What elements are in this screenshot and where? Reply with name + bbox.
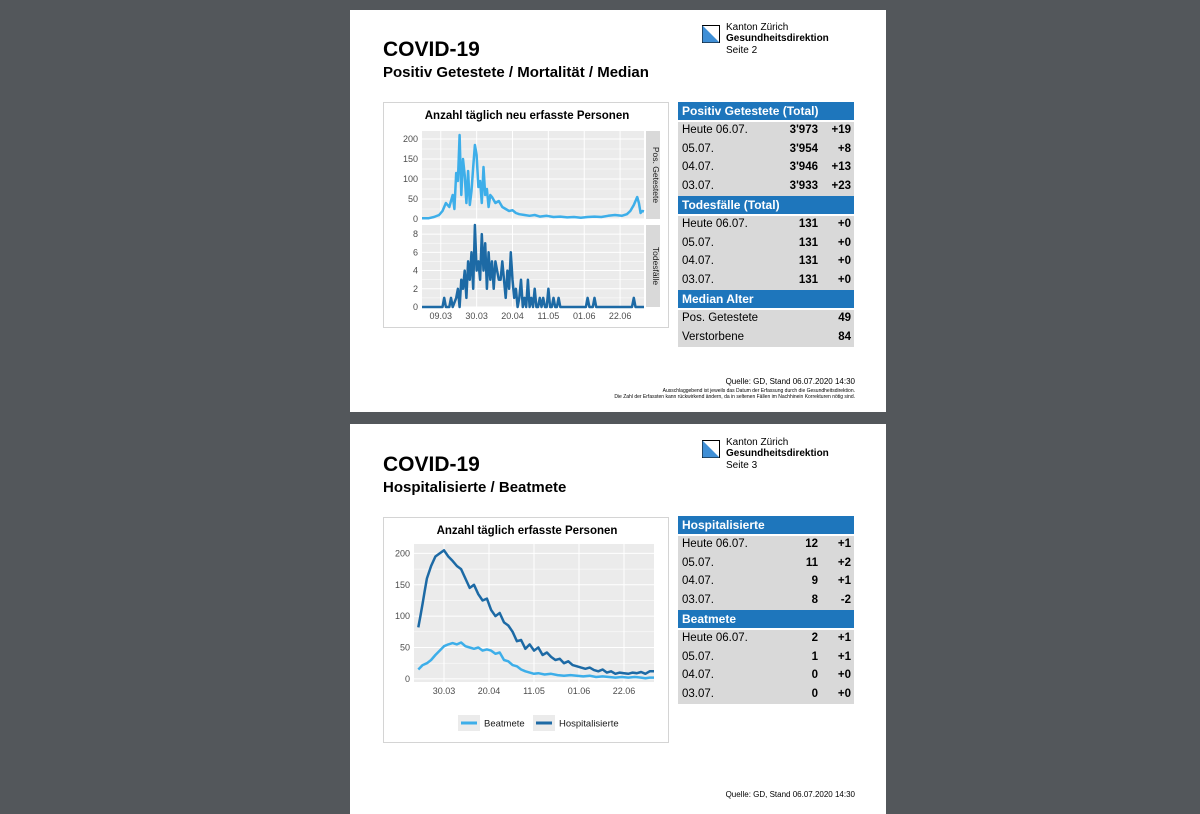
row-label: 05.07. (682, 142, 714, 155)
row-value: 12 (805, 538, 818, 550)
row-value: 3'946 (789, 161, 818, 173)
row-delta: +0 (837, 255, 851, 267)
y-tick-label: 200 (394, 548, 410, 559)
stats-table (678, 102, 854, 347)
footnote (614, 388, 855, 400)
kanton-header (702, 437, 862, 477)
table-row (678, 159, 854, 178)
y-tick-label: 100 (402, 174, 418, 184)
row-label: 04.07. (682, 161, 714, 173)
row-delta: +1 (837, 575, 851, 587)
x-tick-label: 22.06 (608, 311, 632, 321)
y-tick-label: 6 (412, 247, 418, 258)
row-label: Verstorbene (682, 330, 745, 343)
table-row (678, 630, 854, 649)
row-label: 04.07. (682, 575, 714, 587)
row-delta: +0 (837, 218, 851, 230)
table-row (678, 235, 854, 254)
row-value: 8 (811, 593, 818, 606)
department-name: Gesundheitsdirektion (726, 33, 829, 44)
source-note: Quelle: GD, Stand 06.07.2020 14:30 (725, 790, 855, 799)
kanton-name: Kanton Zürich (726, 437, 789, 448)
row-delta: +0 (837, 687, 851, 700)
x-tick-label: 22.06 (612, 686, 636, 696)
table-row (678, 536, 854, 555)
facet-strip-label: Pos. Getestete (651, 146, 661, 204)
table-section-header: Hospitalisierte (678, 516, 854, 534)
chart-title: Anzahl täglich erfasste Personen (436, 525, 618, 537)
table-row (678, 592, 854, 611)
y-tick-label: 50 (407, 194, 418, 204)
row-delta: +23 (831, 179, 851, 192)
row-delta: +1 (837, 632, 851, 644)
row-label: 04.07. (682, 669, 714, 681)
row-value: 9 (811, 575, 818, 587)
table-row (678, 141, 854, 160)
y-tick-label: 0 (404, 673, 410, 684)
row-value: 49 (838, 312, 851, 324)
zurich-coat-of-arms-icon (702, 25, 720, 43)
table-row (678, 272, 854, 291)
row-delta: +13 (831, 161, 851, 173)
row-label: Heute 06.07. (682, 124, 748, 136)
table-row (678, 649, 854, 668)
y-tick-label: 150 (394, 579, 410, 590)
table-row (678, 310, 854, 329)
chart-title: Anzahl täglich neu erfasste Personen (424, 110, 630, 122)
row-delta: +1 (837, 650, 851, 663)
chart-hospital (383, 517, 669, 743)
row-value: 84 (838, 330, 851, 343)
footnote-line-2: Die Zahl der Erfassten kann rückwirkend ändern, da in seltenen Fällen im Nachhinein Korrekturen nötig sind. (614, 394, 855, 400)
chart-cases-deaths (383, 102, 669, 328)
row-label: Heute 06.07. (682, 218, 748, 230)
facet-strip-label: Todesfälle (651, 246, 661, 286)
table-section-header: Todesfälle (Total) (678, 196, 854, 214)
table-row (678, 555, 854, 574)
x-tick-label: 20.04 (477, 686, 501, 696)
y-tick-label: 150 (402, 154, 418, 164)
row-delta: +19 (831, 124, 851, 136)
page-subtitle: Hospitalisierte / Beatmete (383, 479, 567, 496)
row-label: Heute 06.07. (682, 632, 748, 644)
page-2 (350, 10, 886, 412)
row-delta: +0 (837, 273, 851, 286)
row-value: 131 (798, 218, 818, 230)
row-value: 1 (811, 650, 818, 663)
y-tick-label: 2 (412, 283, 418, 294)
x-tick-label: 01.06 (572, 311, 596, 321)
page-3 (350, 424, 886, 814)
row-value: 3'973 (789, 124, 818, 136)
y-tick-label: 4 (412, 265, 418, 276)
row-value: 11 (805, 556, 818, 569)
row-value: 2 (811, 632, 818, 644)
footnote-line-1: Ausschlaggebend ist jeweils das Datum der Erfassung durch die Gesundheitsdirektion. (662, 388, 855, 394)
y-tick-label: 200 (402, 134, 418, 144)
chart-1-svg (384, 103, 668, 327)
kanton-header (702, 22, 862, 62)
page-label: Seite 2 (726, 45, 758, 56)
chart-2-svg (384, 518, 668, 742)
row-label: Heute 06.07. (682, 538, 748, 550)
row-label: 03.07. (682, 687, 714, 700)
table-row (678, 178, 854, 197)
x-tick-label: 11.05 (537, 311, 560, 321)
source-note: Quelle: GD, Stand 06.07.2020 14:30 (725, 377, 855, 386)
table-row (678, 216, 854, 235)
page-subtitle: Positiv Getestete / Mortalität / Median (383, 64, 649, 81)
row-label: 05.07. (682, 650, 714, 663)
x-tick-label: 09.03 (429, 311, 453, 321)
page-title: COVID-19 (383, 38, 480, 61)
legend (458, 715, 619, 731)
row-value: 3'933 (789, 179, 818, 192)
y-tick-label: 8 (412, 229, 418, 240)
row-delta: +8 (837, 142, 851, 155)
table-section-header: Beatmete (678, 610, 854, 628)
table-row (678, 686, 854, 705)
row-delta: +0 (837, 236, 851, 249)
table-section-header: Median Alter (678, 290, 854, 308)
table-row (678, 667, 854, 686)
page-label: Seite 3 (726, 460, 758, 471)
table-row (678, 329, 854, 348)
page-title: COVID-19 (383, 453, 480, 476)
row-label: 03.07. (682, 273, 714, 286)
row-value: 3'954 (789, 142, 818, 155)
table-section-header: Positiv Getestete (Total) (678, 102, 854, 120)
row-value: 131 (798, 273, 818, 286)
x-tick-label: 11.05 (523, 686, 545, 696)
table-row (678, 253, 854, 272)
row-value: 0 (811, 669, 818, 681)
kanton-name: Kanton Zürich (726, 22, 789, 33)
row-label: 04.07. (682, 255, 714, 267)
row-value: 0 (811, 687, 818, 700)
row-label: 05.07. (682, 556, 714, 569)
y-tick-label: 0 (412, 302, 418, 312)
legend-label: Hospitalisierte (559, 718, 619, 730)
y-tick-label: 100 (394, 611, 410, 622)
table-row (678, 573, 854, 592)
zurich-coat-of-arms-icon (702, 440, 720, 458)
x-tick-label: 30.03 (465, 311, 488, 321)
x-tick-label: 20.04 (501, 311, 524, 321)
row-label: 03.07. (682, 593, 714, 606)
table-row (678, 122, 854, 141)
row-label: 03.07. (682, 179, 714, 192)
row-label: Pos. Getestete (682, 312, 759, 324)
row-delta: -2 (840, 593, 851, 606)
y-tick-label: 0 (412, 214, 418, 224)
row-delta: +0 (837, 669, 851, 681)
legend-label: Beatmete (484, 718, 525, 730)
row-delta: +1 (837, 538, 851, 550)
row-value: 131 (798, 236, 818, 249)
x-tick-label: 01.06 (567, 686, 591, 696)
row-delta: +2 (837, 556, 851, 569)
y-tick-label: 50 (399, 642, 410, 653)
row-label: 05.07. (682, 236, 714, 249)
stats-table (678, 516, 854, 704)
x-tick-label: 30.03 (432, 686, 456, 696)
row-value: 131 (798, 255, 818, 267)
department-name: Gesundheitsdirektion (726, 448, 829, 459)
